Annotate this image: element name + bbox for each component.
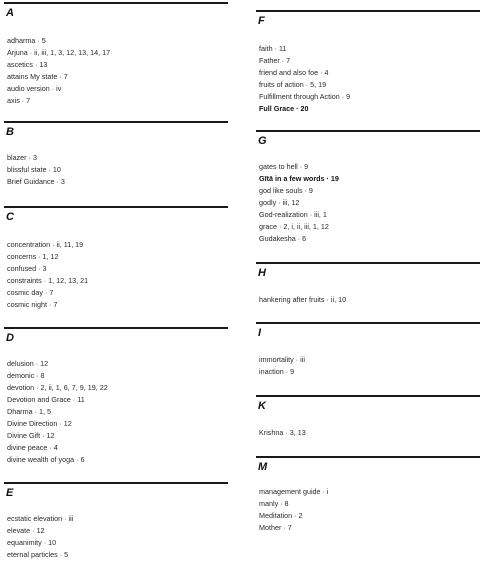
index-entry: audio version · iv xyxy=(7,84,62,93)
index-section-g xyxy=(256,130,480,243)
index-entry: devotion · 2, ii, 1, 6, 7, 9, 19, 22 xyxy=(7,383,108,392)
section-divider xyxy=(256,10,480,12)
section-letter: A xyxy=(6,7,14,19)
index-entry: ascetics · 13 xyxy=(7,60,48,69)
index-entry: godly · iii, 12 xyxy=(259,198,300,207)
index-entry: blissful state · 10 xyxy=(7,165,61,174)
section-letter: F xyxy=(258,15,265,27)
index-entry: friend and also foe · 4 xyxy=(259,68,329,77)
index-entry: immortality · iii xyxy=(259,355,305,364)
section-letter: B xyxy=(6,126,14,138)
section-divider xyxy=(256,395,480,397)
index-entry-list xyxy=(259,43,350,115)
index-entry: god like souls · 9 xyxy=(259,186,313,195)
section-letter: I xyxy=(258,327,262,339)
section-divider xyxy=(256,456,480,458)
index-entry: cosmic day · 7 xyxy=(7,288,54,297)
index-entry: grace · 2, i, ii, iii, 1, 12 xyxy=(259,222,329,231)
index-entry: Arjuna · ii, iii, 1, 3, 12, 13, 14, 17 xyxy=(7,48,111,57)
index-entry: Mother · 7 xyxy=(259,523,292,532)
index-entry: Brief Guidance · 3 xyxy=(7,177,65,186)
index-entry: Gudakesha · 6 xyxy=(259,234,307,243)
index-entry: Full Grace · 20 xyxy=(259,104,309,113)
index-entry: Krishna · 3, 13 xyxy=(259,428,306,437)
section-letter: K xyxy=(258,400,266,412)
index-entry: Gītā in a few words · 19 xyxy=(259,174,339,183)
index-entry: divine peace · 4 xyxy=(7,443,58,452)
index-entry: Fulfillment through Action · 9 xyxy=(259,92,351,101)
section-divider xyxy=(256,262,480,264)
index-entry: blazer · 3 xyxy=(7,153,37,162)
index-entry: management guide · i xyxy=(259,487,329,496)
section-divider xyxy=(4,2,228,4)
section-letter: H xyxy=(258,267,266,279)
index-entry-list xyxy=(7,513,73,561)
index-entry: Father · 7 xyxy=(259,56,291,65)
index-entry-list xyxy=(259,486,329,534)
index-entry-list xyxy=(259,161,339,245)
index-section-b xyxy=(4,121,228,186)
index-section-f xyxy=(256,10,480,113)
index-entry: Dharma · 1, 5 xyxy=(7,407,51,416)
index-entry: divine wealth of yoga · 6 xyxy=(7,455,85,464)
index-section-k xyxy=(256,395,480,437)
index-section-e xyxy=(4,482,228,559)
index-entry: faith · 11 xyxy=(259,44,287,53)
index-entry: cosmic night · 7 xyxy=(7,300,58,309)
index-entry: concentration · ii, 11, 19 xyxy=(7,240,84,249)
section-divider xyxy=(256,130,480,132)
index-section-a xyxy=(4,2,228,105)
index-entry: Devotion and Grace · 11 xyxy=(7,395,85,404)
index-section-i xyxy=(256,322,480,376)
index-entry-list xyxy=(259,294,346,306)
index-entry-list xyxy=(7,35,110,107)
section-letter: E xyxy=(6,487,14,499)
section-letter: D xyxy=(6,332,14,344)
index-entry: eternal particles · 5 xyxy=(7,550,69,559)
section-letter: G xyxy=(258,135,267,147)
index-entry: attains My state · 7 xyxy=(7,72,68,81)
index-entry: demonic · 8 xyxy=(7,371,45,380)
index-entry-list xyxy=(259,427,306,439)
section-divider xyxy=(4,327,228,329)
index-entry: Meditation · 2 xyxy=(259,511,303,520)
index-entry: fruits of action · 5, 19 xyxy=(259,80,327,89)
index-entry: Divine Direction · 12 xyxy=(7,419,72,428)
index-entry: gates to hell · 9 xyxy=(259,162,309,171)
index-entry: confused · 3 xyxy=(7,264,47,273)
index-entry: God-realization · iii, 1 xyxy=(259,210,327,219)
index-entry: elevate · 12 xyxy=(7,526,45,535)
index-entry: manly · 8 xyxy=(259,499,289,508)
section-divider xyxy=(256,322,480,324)
index-entry-list xyxy=(7,358,108,466)
index-section-c xyxy=(4,206,228,309)
section-divider xyxy=(4,482,228,484)
index-entry: concerns · 1, 12 xyxy=(7,252,59,261)
index-entry: constraints · 1, 12, 13, 21 xyxy=(7,276,89,285)
index-section-m xyxy=(256,456,480,532)
section-divider xyxy=(4,206,228,208)
index-entry-list xyxy=(7,152,65,188)
index-entry: axis · 7 xyxy=(7,96,31,105)
index-entry: adharma · 5 xyxy=(7,36,46,45)
index-entry-list xyxy=(7,239,88,311)
index-entry: hankering after fruits · ii, 10 xyxy=(259,295,347,304)
section-divider xyxy=(4,121,228,123)
index-entry-list xyxy=(259,354,305,378)
index-entry: Divine Gift · 12 xyxy=(7,431,55,440)
section-letter: M xyxy=(258,461,268,473)
section-letter: C xyxy=(6,211,14,223)
index-entry: delusion · 12 xyxy=(7,359,49,368)
index-entry: ecstatic elevation · iii xyxy=(7,514,74,523)
index-entry: equanimity · 10 xyxy=(7,538,57,547)
index-section-d xyxy=(4,327,228,464)
index-entry: inaction · 9 xyxy=(259,367,295,376)
index-section-h xyxy=(256,262,480,304)
